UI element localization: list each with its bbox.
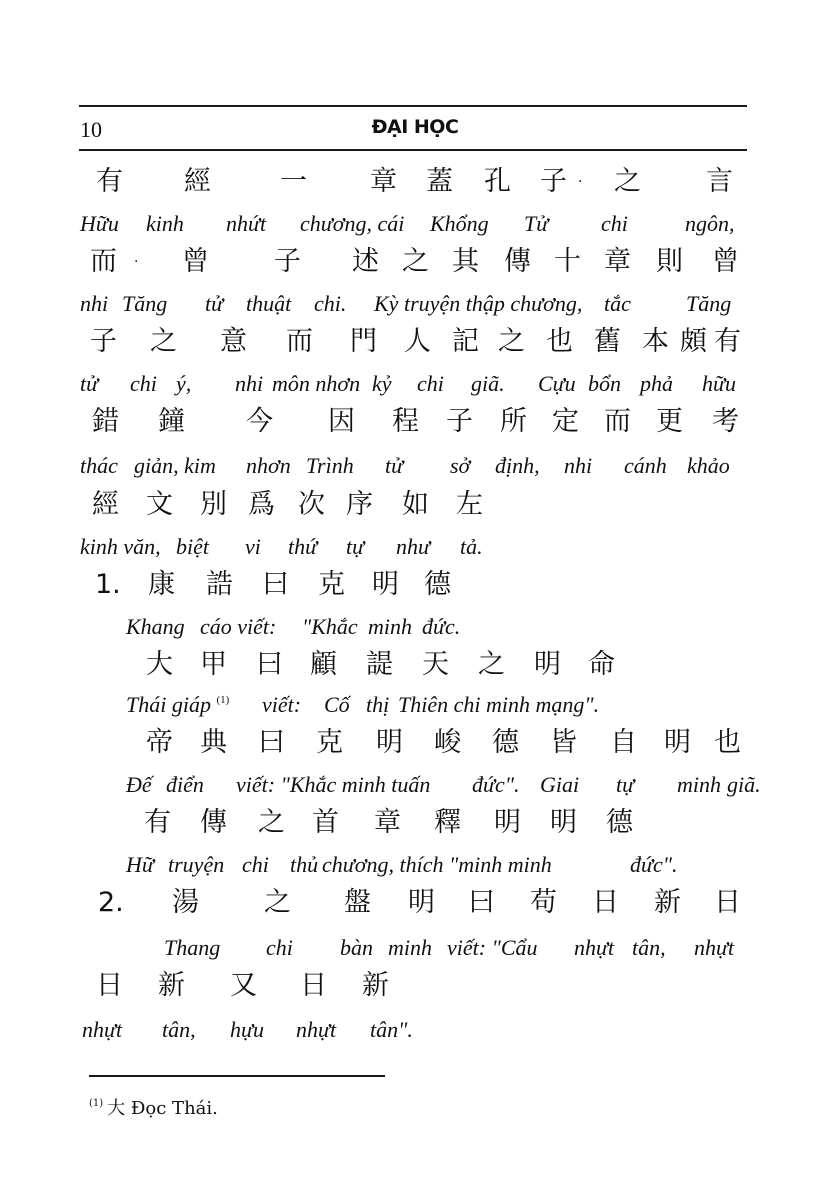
han-char: 序 xyxy=(346,489,373,520)
han-line-4 xyxy=(0,405,828,445)
viet-word: như xyxy=(396,534,430,559)
viet-word: Hữu xyxy=(80,211,119,236)
viet-word: Tử xyxy=(524,211,549,236)
viet-word: kinh văn, xyxy=(80,534,161,559)
han-char: 新 xyxy=(654,887,681,918)
han-char: 言 xyxy=(706,166,733,197)
han-char: 之 xyxy=(264,887,291,918)
han-char: 頗 xyxy=(680,326,707,357)
viet-word: thuật xyxy=(246,291,292,316)
han-char: 子 xyxy=(446,406,473,437)
han-char: 之 xyxy=(258,807,285,838)
viet-word: nhi xyxy=(564,453,593,478)
han-char: 子 xyxy=(540,166,567,197)
han-char: 帝 xyxy=(146,727,173,758)
han-char: 日 xyxy=(300,970,327,1001)
viet-word: chi xyxy=(130,371,157,396)
viet-word: Khang xyxy=(126,614,185,639)
han-char: 日 xyxy=(96,970,123,1001)
han-char: 典 xyxy=(200,727,227,758)
han-char: 峻 xyxy=(434,727,461,758)
viet-word: Hữ xyxy=(126,852,154,877)
viet-word: chi. xyxy=(314,291,347,316)
section-1-han-d xyxy=(0,806,828,846)
section-2-han-b xyxy=(0,969,828,1009)
page-number: 10 xyxy=(80,117,102,142)
han-char: 錯 xyxy=(92,406,119,437)
han-char: 章 xyxy=(374,807,401,838)
han-char: 其 xyxy=(452,246,479,277)
viet-word: điển xyxy=(166,772,204,797)
han-char: 別 xyxy=(200,489,227,520)
viet-word: Giai xyxy=(540,772,580,797)
han-char: 甲 xyxy=(200,649,227,680)
han-char: 新 xyxy=(362,970,389,1001)
viet-word: bổn xyxy=(588,371,621,396)
han-char: 孔 xyxy=(484,166,511,197)
viet-word: Cựu xyxy=(538,371,576,396)
han-char: 章 xyxy=(370,166,397,197)
han-char: 釋 xyxy=(434,807,461,838)
section-1-han-a xyxy=(0,568,828,608)
viet-word: nhựt xyxy=(694,935,735,960)
viet-word: nhựt xyxy=(574,935,615,960)
han-char: 克 xyxy=(318,569,345,600)
han-char: 日 xyxy=(714,887,741,918)
viet-word: tân, xyxy=(162,1017,196,1042)
han-char: 克 xyxy=(316,727,343,758)
viet-word: giã. xyxy=(471,371,505,396)
han-char: 而 xyxy=(90,246,117,277)
footnote xyxy=(89,1091,218,1122)
han-char: 門 xyxy=(350,326,377,357)
han-char: 也 xyxy=(546,326,573,357)
han-char: 明 xyxy=(664,727,691,758)
han-char: 本 xyxy=(642,326,669,357)
viet-word: vi xyxy=(245,534,261,559)
viet-line-3 xyxy=(0,370,828,410)
han-char: 命 xyxy=(588,649,615,680)
viet-word: chi xyxy=(266,935,293,960)
han-char: 述 xyxy=(352,246,379,277)
section-1-han-c xyxy=(0,726,828,766)
han-char: 考 xyxy=(712,406,739,437)
viet-word: cánh xyxy=(624,453,667,478)
han-char: 程 xyxy=(392,406,419,437)
han-char: 天 xyxy=(422,649,449,680)
viet-word: Tăng xyxy=(122,291,168,316)
han-char: 而 xyxy=(286,326,313,357)
viet-word: chi xyxy=(417,371,444,396)
han-char: 又 xyxy=(230,970,257,1001)
viet-word: hựu xyxy=(230,1017,264,1042)
viet-word: tử xyxy=(205,291,224,316)
han-char: 明 xyxy=(376,727,403,758)
viet-word: tả. xyxy=(460,534,483,559)
header-top-rule xyxy=(79,105,747,107)
viet-word: Kỳ xyxy=(374,291,399,316)
viet-word: chi xyxy=(601,211,628,236)
viet-word: tử xyxy=(80,371,99,396)
viet-phrase xyxy=(126,691,229,719)
running-title: ĐẠI HỌC xyxy=(371,116,459,138)
han-char: 之 xyxy=(478,649,505,680)
han-char: 曰 xyxy=(468,887,495,918)
han-char: 章 xyxy=(604,246,631,277)
section-1-viet-d xyxy=(0,851,828,891)
han-char: 湯 xyxy=(172,887,199,918)
viet-word: Đế xyxy=(126,772,152,797)
viet-word: thác xyxy=(80,453,118,478)
viet-word: nhơn xyxy=(246,453,291,478)
viet-word: kỷ xyxy=(372,371,392,396)
han-char: 人 xyxy=(404,326,431,357)
viet-word: sở xyxy=(450,453,471,478)
han-char: 盤 xyxy=(344,887,371,918)
han-char: 之 xyxy=(614,166,641,197)
han-char: 今 xyxy=(246,406,273,437)
han-char: 十 xyxy=(554,246,581,277)
han-char: 明 xyxy=(550,807,577,838)
viet-word: chương, thích "minh minh xyxy=(322,852,552,877)
han-char: 如 xyxy=(402,489,429,520)
viet-word: khảo xyxy=(687,453,730,478)
viet-word: ngôn, xyxy=(685,211,735,236)
section-2-viet-a xyxy=(0,934,828,974)
han-line-2 xyxy=(0,245,828,285)
viet-word: nhựt xyxy=(296,1017,337,1042)
header-bottom-rule xyxy=(79,149,747,151)
viet-word: đức". xyxy=(472,772,520,797)
han-char: 文 xyxy=(146,489,173,520)
viet-line-1 xyxy=(0,210,828,250)
section-number: 2. xyxy=(98,887,124,918)
viet-word: viết: "Khắc minh tuấn xyxy=(236,772,431,797)
han-char: 蓋 xyxy=(426,166,453,197)
han-char: 一 xyxy=(280,166,307,197)
han-char: 左 xyxy=(456,489,483,520)
viet-word: chương, cái xyxy=(300,211,405,236)
interpunct: · xyxy=(578,174,583,190)
viet-word: Trình xyxy=(306,453,354,478)
han-char: 鐘 xyxy=(158,406,185,437)
viet-line-5 xyxy=(0,533,828,573)
han-char: 有 xyxy=(96,166,123,197)
han-char: 之 xyxy=(498,326,525,357)
han-char: 經 xyxy=(184,166,211,197)
viet-word: định, xyxy=(495,453,540,478)
viet-word: nhứt xyxy=(226,211,267,236)
viet-word: Tăng xyxy=(686,291,732,316)
han-char: 顧 xyxy=(310,649,337,680)
han-char: 之 xyxy=(402,246,429,277)
section-2-viet-b xyxy=(0,1016,828,1056)
viet-line-4 xyxy=(0,452,828,492)
han-char: 因 xyxy=(328,406,355,437)
interpunct: · xyxy=(134,254,139,270)
han-char: 諟 xyxy=(366,649,393,680)
han-char: 次 xyxy=(298,489,325,520)
viet-word: Cố xyxy=(324,692,350,717)
viet-word: thị xyxy=(366,692,390,717)
han-char: 德 xyxy=(606,807,633,838)
han-char: 而 xyxy=(604,406,631,437)
han-char: 定 xyxy=(552,406,579,437)
footnote-reference[interactable]: (1) xyxy=(216,694,230,706)
viet-word: tử xyxy=(385,453,404,478)
han-char: 經 xyxy=(92,489,119,520)
viet-word: nhi xyxy=(235,371,264,396)
viet-word: ý, xyxy=(176,371,192,396)
viet-word: giản, kim xyxy=(134,453,216,478)
han-char: 日 xyxy=(592,887,619,918)
han-char: 明 xyxy=(534,649,561,680)
section-1-viet-a xyxy=(0,613,828,653)
viet-word: đức". xyxy=(630,852,678,877)
viet-word: nhựt xyxy=(82,1017,123,1042)
viet-word: tự xyxy=(346,534,365,559)
viet-word: thứ xyxy=(288,534,318,559)
han-char: 則 xyxy=(656,246,683,277)
viet-word: Khổng xyxy=(430,211,489,236)
viet-word: thủ xyxy=(290,852,319,877)
han-char: 明 xyxy=(372,569,399,600)
viet-word: bàn xyxy=(340,935,373,960)
han-char: 也 xyxy=(714,727,741,758)
footnote-text: 大 Đọc Thái. xyxy=(107,1098,218,1119)
viet-word: kinh xyxy=(146,211,184,236)
viet-word: tự xyxy=(616,772,635,797)
han-char: 曾 xyxy=(712,246,739,277)
viet-word: tân, xyxy=(632,935,666,960)
han-char: 舊 xyxy=(594,326,621,357)
viet-word: chi xyxy=(242,852,269,877)
viet-line-2 xyxy=(0,290,828,330)
han-char: 康 xyxy=(148,569,175,600)
han-char: 自 xyxy=(610,727,637,758)
han-char: 明 xyxy=(494,807,521,838)
han-char: 新 xyxy=(158,970,185,1001)
viet-word: truyện thập chương, xyxy=(404,291,583,316)
viet-word: biệt xyxy=(176,534,209,559)
han-char: 德 xyxy=(424,569,451,600)
han-char: 誥 xyxy=(206,569,233,600)
viet-word: Thái giáp xyxy=(126,692,211,717)
viet-word: đức. xyxy=(422,614,461,639)
han-char: 大 xyxy=(146,649,173,680)
viet-word: giã. xyxy=(727,772,761,797)
viet-word: tắc xyxy=(604,291,631,316)
han-char: 苟 xyxy=(530,887,557,918)
han-char: 意 xyxy=(220,326,247,357)
viet-word: "Khắc xyxy=(302,614,358,639)
han-line-1 xyxy=(0,165,828,205)
han-char: 更 xyxy=(656,406,683,437)
section-1-han-b xyxy=(0,648,828,688)
han-char: 傳 xyxy=(200,807,227,838)
han-char: 爲 xyxy=(248,489,275,520)
han-char: 曰 xyxy=(258,727,285,758)
viet-word: nhi xyxy=(80,291,109,316)
han-char: 明 xyxy=(408,887,435,918)
viet-word: truyện xyxy=(168,852,225,877)
section-1-viet-c xyxy=(0,771,828,811)
han-char: 曰 xyxy=(256,649,283,680)
han-char: 有 xyxy=(144,807,171,838)
section-1-viet-b xyxy=(0,691,828,731)
han-char: 傳 xyxy=(504,246,531,277)
han-char: 曾 xyxy=(182,246,209,277)
han-char: 皆 xyxy=(550,727,577,758)
han-line-3 xyxy=(0,325,828,365)
viet-word: minh xyxy=(388,935,432,960)
viet-word: minh xyxy=(368,614,412,639)
viet-word: Thang xyxy=(164,935,221,960)
viet-word: Thiên chi minh mạng". xyxy=(398,692,600,717)
footnote-rule xyxy=(89,1075,385,1077)
viet-word: viết: "Cẩu xyxy=(447,935,538,960)
viet-word: viết: xyxy=(262,692,302,717)
han-char: 德 xyxy=(492,727,519,758)
han-char: 記 xyxy=(452,326,479,357)
han-char: 子 xyxy=(274,246,301,277)
footnote-mark: (1) xyxy=(89,1098,104,1109)
section-2-han-a xyxy=(0,886,828,926)
han-char: 首 xyxy=(312,807,339,838)
viet-word: tân". xyxy=(370,1017,413,1042)
viet-word: minh xyxy=(677,772,721,797)
han-char: 有 xyxy=(714,326,741,357)
han-char: 所 xyxy=(500,406,527,437)
viet-word: hữu xyxy=(702,371,736,396)
viet-word: môn nhơn xyxy=(272,371,361,396)
section-number: 1. xyxy=(95,569,121,600)
han-char: 曰 xyxy=(262,569,289,600)
viet-word: cáo viết: xyxy=(200,614,277,639)
han-char: 之 xyxy=(150,326,177,357)
han-line-5 xyxy=(0,488,828,528)
han-char: 子 xyxy=(90,326,117,357)
viet-word: phả xyxy=(640,371,673,396)
